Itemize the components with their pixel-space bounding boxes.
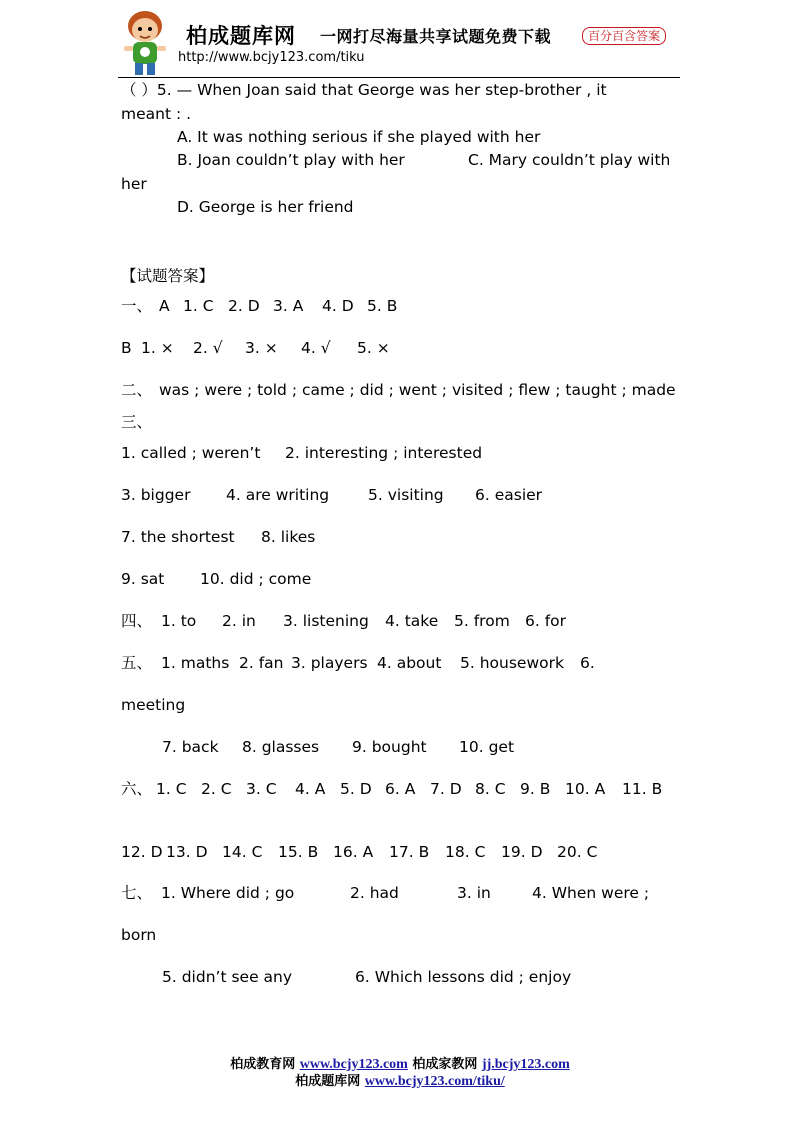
- footer-site2-name: 柏成家教网: [412, 1057, 478, 1072]
- answer-item: A: [159, 297, 170, 315]
- answer-item: 1. Where did ; go: [161, 884, 295, 902]
- answer-item: 4. take: [385, 612, 439, 630]
- section-label: 五、: [121, 654, 153, 672]
- answer-item: 16. A: [333, 843, 374, 861]
- answers-section-7-row2: [162, 967, 571, 987]
- brand-slogan: 一网打尽海量共享试题免费下载: [320, 27, 552, 46]
- answer-item: 3. C: [246, 780, 277, 798]
- answer-item: 5. B: [367, 297, 398, 315]
- q5-option-b: B. Joan couldn’t play with her: [177, 151, 405, 169]
- answer-item: 3. ×: [245, 339, 278, 357]
- answer-item: 6. Which lessons did ; enjoy: [355, 968, 572, 986]
- answer-item: 1. ×: [141, 339, 174, 357]
- q5-stem-line1: （ ）5. — When Joan said that George was her step-brother , it: [121, 81, 607, 99]
- q5-option-a: A. It was nothing serious if she played with her: [177, 128, 541, 146]
- footer-site3-link[interactable]: www.bcjy123.com/tiku/: [364, 1074, 505, 1089]
- answer-item: 13. D: [166, 843, 208, 861]
- section-label: 四、: [121, 612, 153, 630]
- answers-section-1b: [121, 338, 390, 358]
- answers-section-3-row3: [121, 527, 315, 547]
- answer-item: 4. D: [322, 297, 354, 315]
- answer-item: 1. maths: [161, 654, 230, 672]
- brand-title: 柏成题库网: [186, 23, 296, 48]
- q5-option-c: C. Mary couldn’t play with: [468, 151, 671, 169]
- answer-item: 2. had: [350, 884, 399, 902]
- answer-item: 6. for: [525, 612, 567, 630]
- answer-item: 6. A: [385, 780, 416, 798]
- answer-item: 9. bought: [352, 738, 427, 756]
- answers-section-5: [121, 653, 595, 673]
- answer-item: 14. C: [222, 843, 263, 861]
- answer-item: 2. D: [228, 297, 260, 315]
- answer-item: 4. When were ;: [532, 884, 650, 902]
- answer-item: 10. A: [565, 780, 606, 798]
- answer-item: 20. C: [557, 843, 598, 861]
- answer-item: 2. √: [193, 339, 223, 357]
- header-url: http://www.bcjy123.com/tiku: [178, 50, 365, 65]
- answer-item: 1. C: [183, 297, 214, 315]
- answer-item: 1. called ; weren’t: [121, 444, 261, 462]
- answer-item: 2. in: [222, 612, 256, 630]
- answer-badge: 百分百含答案: [582, 27, 666, 45]
- answers-heading: 【试题答案】: [121, 267, 215, 285]
- answer-item: 6. easier: [475, 486, 543, 504]
- q5-stem-line2: meant : .: [121, 105, 192, 123]
- section-label: 六、: [121, 780, 153, 798]
- answer-item: 17. B: [389, 843, 430, 861]
- answer-item: 5. ×: [357, 339, 390, 357]
- answer-item: 8. C: [475, 780, 506, 798]
- answer-item: 8. glasses: [242, 738, 320, 756]
- answer-item: 4. are writing: [226, 486, 330, 504]
- answer-item: 3. in: [457, 884, 491, 902]
- answers-section-6: [121, 779, 662, 799]
- header-divider: [118, 77, 680, 78]
- answer-item: 10. get: [459, 738, 515, 756]
- footer-site1-name: 柏成教育网: [230, 1057, 296, 1072]
- answer-item: 3. listening: [283, 612, 369, 630]
- answer-item: 5. from: [454, 612, 510, 630]
- answers-section-6-row2: [121, 842, 597, 862]
- answer-item: 7. D: [430, 780, 462, 798]
- answer-item: 3. bigger: [121, 486, 191, 504]
- answer-item: 2. interesting ; interested: [285, 444, 483, 462]
- answer-item: 19. D: [501, 843, 543, 861]
- answer-item: 7. back: [162, 738, 219, 756]
- answer-item: 4. √: [301, 339, 331, 357]
- answer-item: 4. about: [377, 654, 442, 672]
- answer-item: 12. D: [121, 843, 163, 861]
- mascot-logo-icon: [116, 8, 174, 78]
- answer-item: 3. A: [273, 297, 304, 315]
- answer-item: 8. likes: [261, 528, 316, 546]
- answers-section-5-cont: meeting: [121, 696, 186, 714]
- answer-item: 5. housework: [460, 654, 564, 672]
- answers-section-3-label: 三、: [121, 413, 153, 431]
- section-label: 七、: [121, 884, 153, 902]
- section-label: B: [121, 339, 132, 357]
- answers-section-5-row2: [162, 737, 514, 757]
- answer-item: 7. the shortest: [121, 528, 235, 546]
- answer-item: 15. B: [278, 843, 319, 861]
- section-label: 二、: [121, 381, 153, 399]
- answer-item: 1. to: [161, 612, 197, 630]
- answers-section-4: [121, 611, 566, 631]
- footer-site1-link[interactable]: www.bcjy123.com: [299, 1057, 408, 1072]
- answers-section-2: [121, 380, 676, 400]
- answer-item: 5. visiting: [368, 486, 444, 504]
- answer-item: 9. sat: [121, 570, 165, 588]
- answers-section-3-row2: [121, 485, 542, 505]
- answer-item: 1. C: [156, 780, 187, 798]
- q5-option-c-cont: her: [121, 175, 147, 193]
- answer-item: 2. fan: [239, 654, 284, 672]
- section-label: 一、: [121, 297, 153, 315]
- footer-site2-link[interactable]: jj.bcjy123.com: [481, 1057, 570, 1072]
- answers-section-7-cont: born: [121, 926, 157, 944]
- answer-item: 18. C: [445, 843, 486, 861]
- answer-item: 6.: [580, 654, 595, 672]
- answer-item: was ; were ; told ; came ; did ; went ; visited ; flew ; taught ; made: [159, 381, 676, 399]
- answers-section-1a: [121, 296, 397, 316]
- q5-option-d: D. George is her friend: [177, 198, 354, 216]
- footer-site3-name: 柏成题库网: [295, 1074, 361, 1089]
- answers-section-3-row1: [121, 443, 482, 463]
- answer-item: 10. did ; come: [200, 570, 312, 588]
- answer-item: 5. didn’t see any: [162, 968, 293, 986]
- answer-item: 5. D: [340, 780, 372, 798]
- answer-item: 11. B: [622, 780, 663, 798]
- answer-item: 9. B: [520, 780, 551, 798]
- answers-section-3-row4: [121, 569, 311, 589]
- answers-section-7: [121, 883, 649, 903]
- answer-item: 3. players: [291, 654, 368, 672]
- footer-line2: [0, 1070, 800, 1090]
- answer-item: 2. C: [201, 780, 232, 798]
- answer-item: 4. A: [295, 780, 326, 798]
- page-header: [0, 0, 800, 82]
